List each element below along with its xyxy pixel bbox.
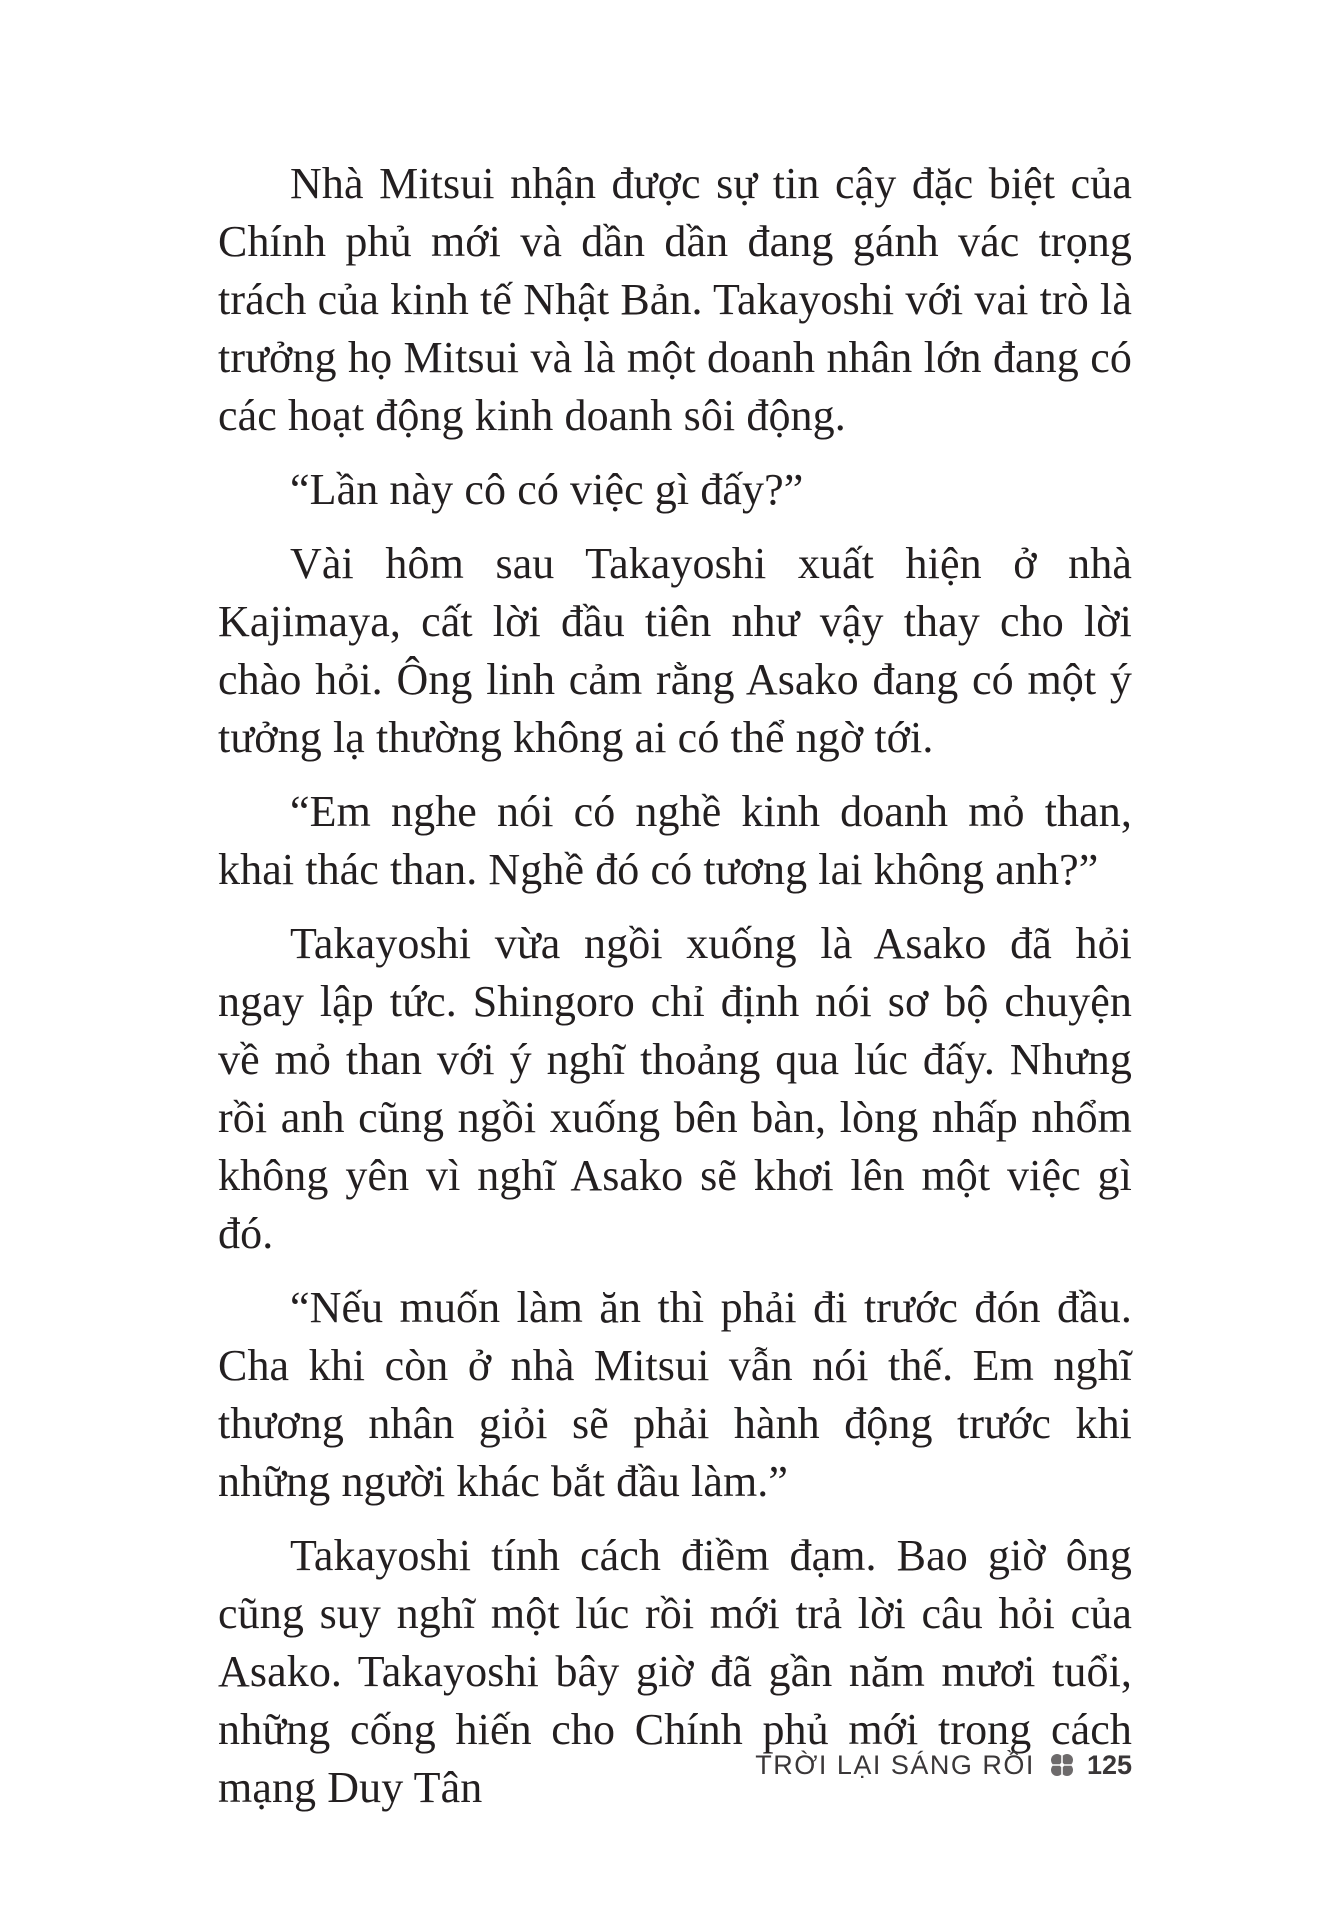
- paragraph: “Lần này cô có việc gì đấy?”: [290, 465, 804, 514]
- paragraph: Nhà Mitsui nhận được sự tin cậy đặc biệt của Chính phủ mới và dần dần đang gánh vác trọng trách của kinh tế Nhật Bản. Takayoshi với vai trò là trưởng họ Mitsui và là một doanh nhân lớn đang có các hoạt động kinh doanh sôi động.: [218, 159, 1132, 440]
- paragraph: “Em nghe nói có nghề kinh doanh mỏ than, khai thác than. Nghề đó có tương lai không anh?”: [218, 787, 1132, 894]
- paragraph: “Nếu muốn làm ăn thì phải đi trước đón đầu. Cha khi còn ở nhà Mitsui vẫn nói thế. Em nghĩ thương nhân giỏi sẽ phải hành động trước khi những người khác bắt đầu làm.”: [218, 1283, 1132, 1506]
- running-title: TRỜI LẠI SÁNG RỒI: [755, 1749, 1035, 1780]
- clover-icon: [1047, 1750, 1077, 1780]
- page-footer: [755, 1745, 1132, 1785]
- paragraph: Takayoshi vừa ngồi xuống là Asako đã hỏi ngay lập tức. Shingoro chỉ định nói sơ bộ chuyện về mỏ than với ý nghĩ thoảng qua lúc đấy. Nhưng rồi anh cũng ngồi xuống bên bàn, lòng nhấp nhổm không yên vì nghĩ Asako sẽ khơi lên một việc gì đó.: [218, 919, 1132, 1258]
- paragraph: Vài hôm sau Takayoshi xuất hiện ở nhà Kajimaya, cất lời đầu tiên như vậy thay cho lời chào hỏi. Ông linh cảm rằng Asako đang có một ý tưởng lạ thường không ai có thể ngờ tới.: [218, 539, 1132, 762]
- paragraph: Takayoshi tính cách điềm đạm. Bao giờ ông cũng suy nghĩ một lúc rồi mới trả lời câu hỏi của Asako. Takayoshi bây giờ đã gần năm mươi tuổi, những cống hiến cho Chính phủ mới trong cách mạng Duy Tân: [218, 1531, 1132, 1812]
- body-text: [218, 155, 1132, 1833]
- page-number: 125: [1086, 1749, 1132, 1780]
